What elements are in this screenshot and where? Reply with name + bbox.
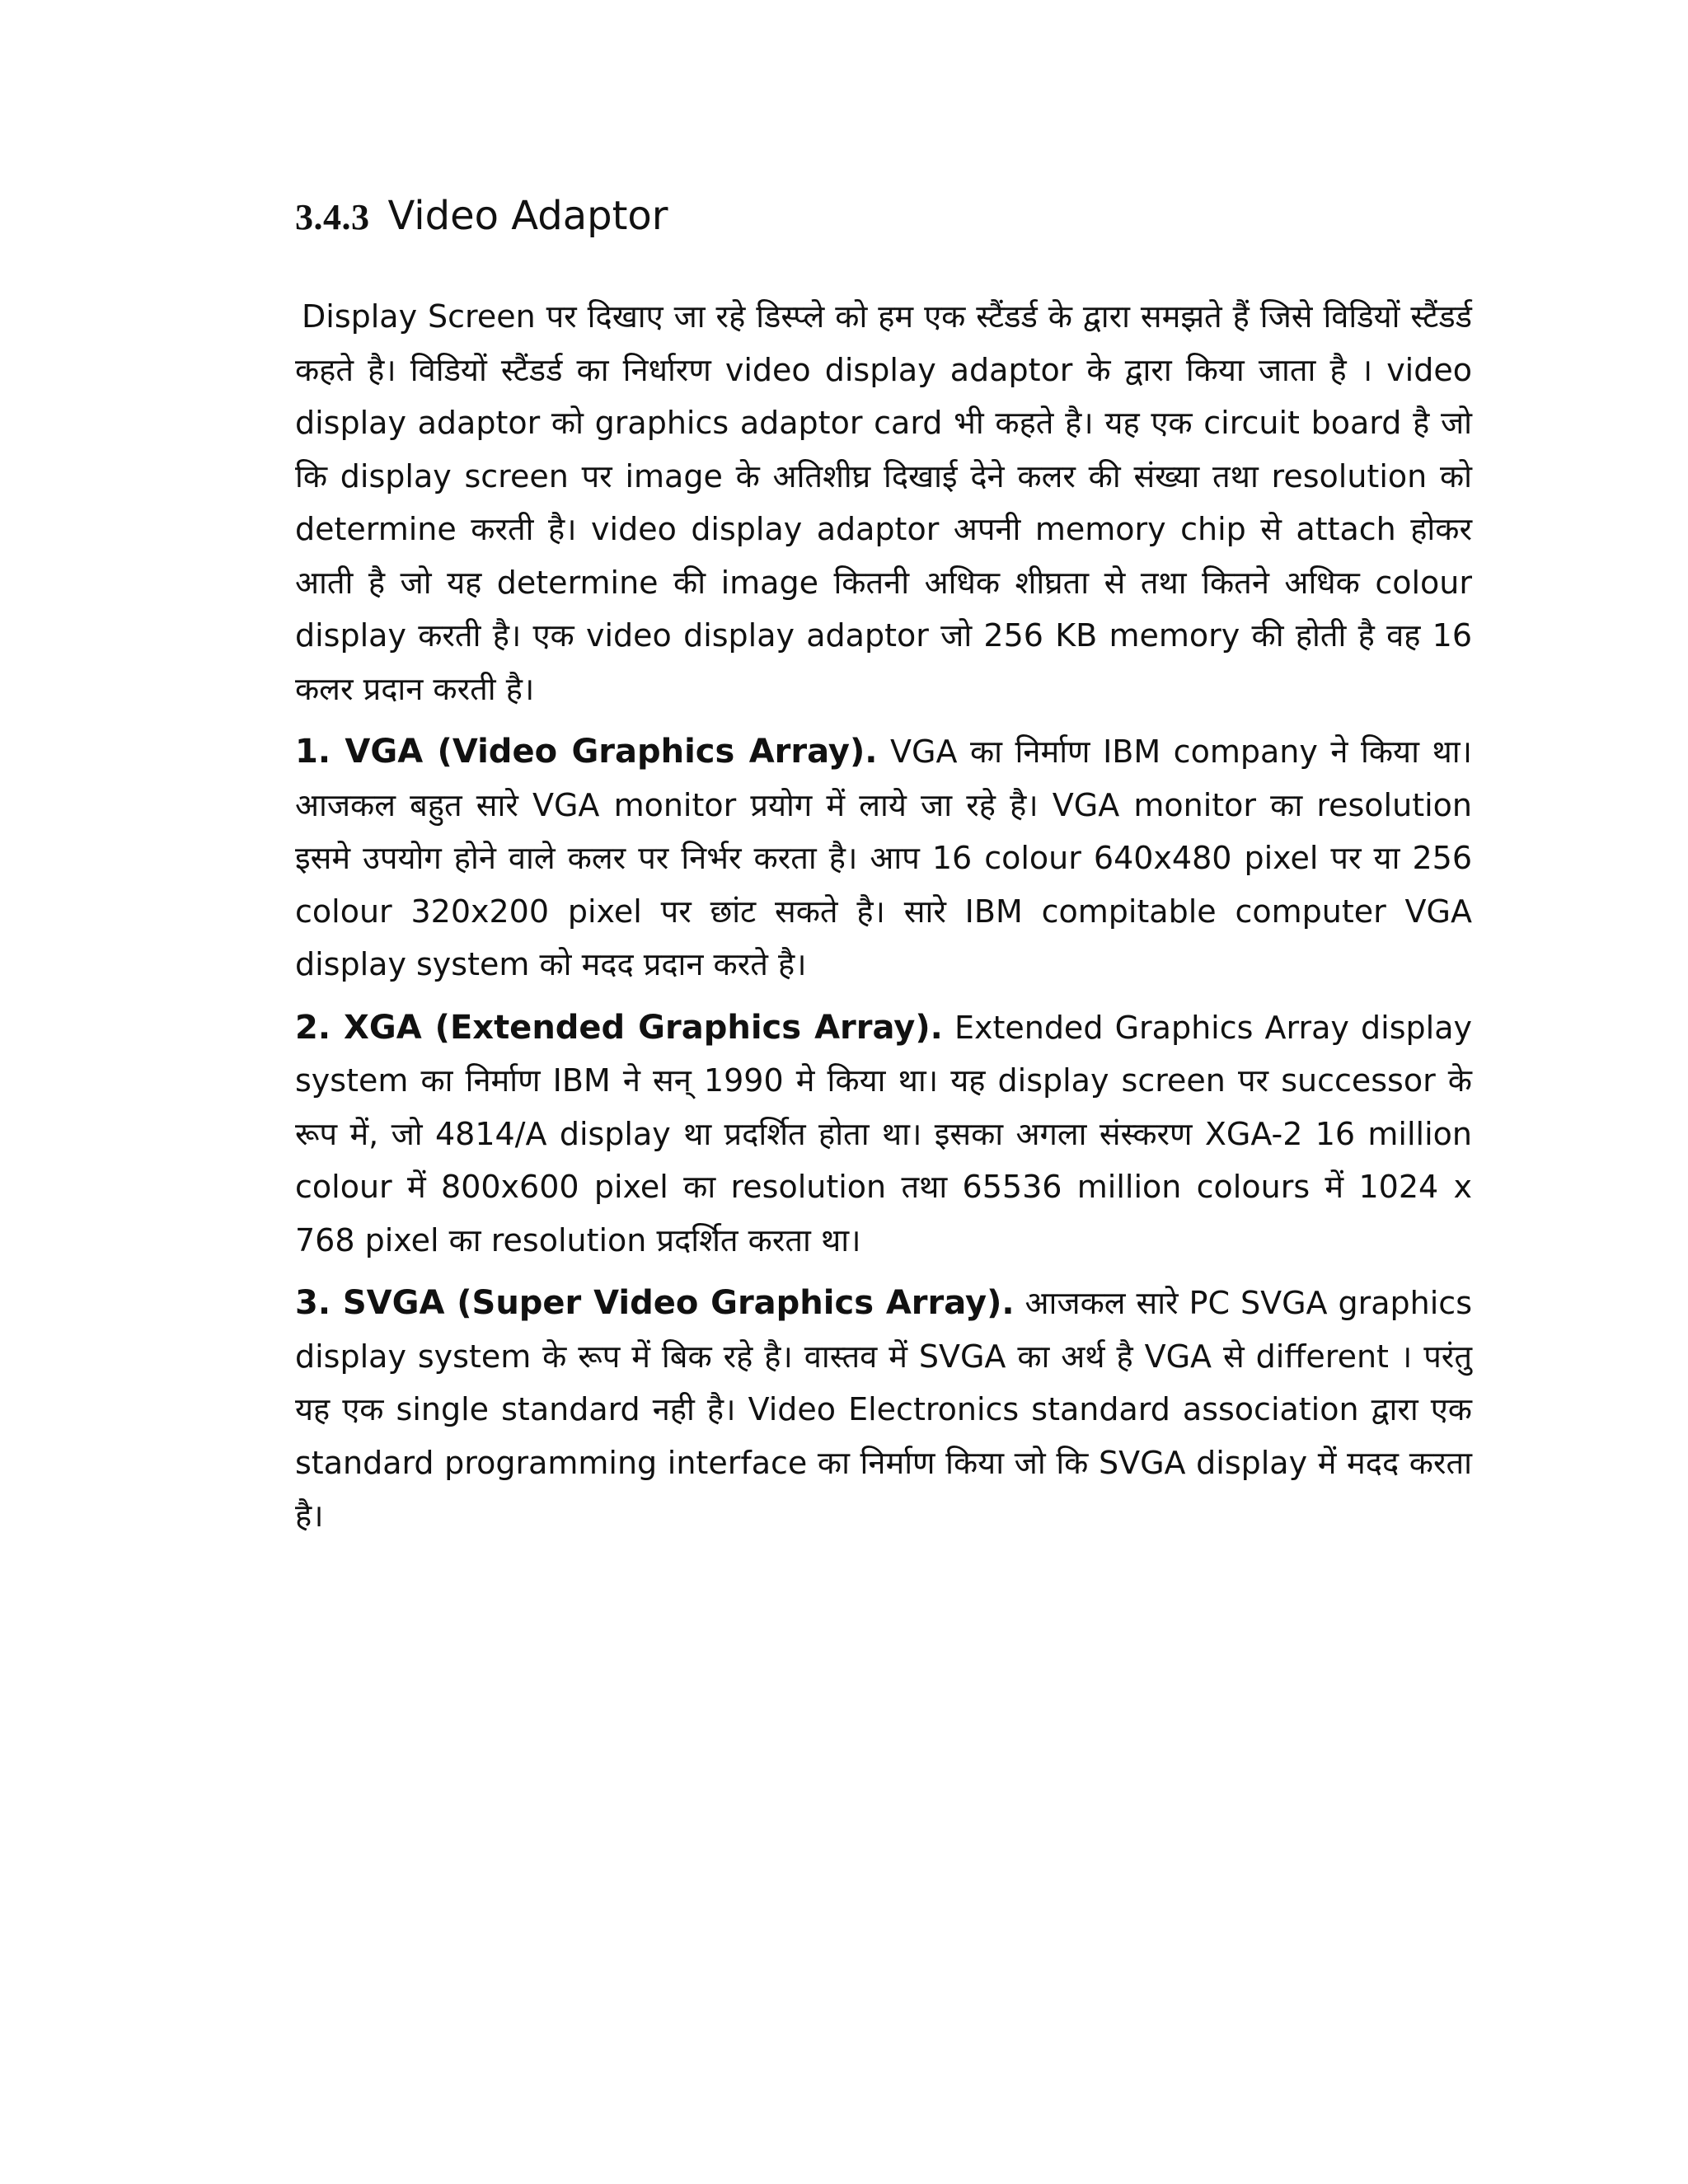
section-heading [295, 193, 668, 239]
xga-paragraph [295, 1001, 1472, 1268]
document-body [295, 290, 1472, 1543]
vga-paragraph [295, 725, 1472, 991]
xga-paragraph-text: Extended Graphics Array display system का निर्माण IBM ने सन् 1990 मे किया था। यह display screen पर successor के रूप में, जो 4814/A display था प्रदर्शित होता था। इसका अगला संस्करण XGA-2 16 million colour में 800x600 pixel का resolution तथा 65536 million colours में 1024 x 768 pixel का resolution प्रदर्शित करता था। [295, 1009, 1472, 1258]
section-number: 3.4.3 [295, 197, 370, 237]
vga-paragraph-title: 1. VGA (Video Graphics Array). [295, 733, 878, 771]
svga-paragraph-title: 3. SVGA (Super Video Graphics Array). [295, 1284, 1015, 1322]
xga-paragraph-title: 2. XGA (Extended Graphics Array). [295, 1008, 943, 1047]
vga-paragraph-text: VGA का निर्माण IBM company ने किया था। आजकल बहुत सारे VGA monitor प्रयोग में लाये जा रहे है। VGA monitor का resolution इसमे उपयोग होने वाले कलर पर निर्भर करता है। आप 16 colour 640x480 pixel पर या 256 colour 320x200 pixel पर छांट सकते है। सारे IBM compitable computer VGA display system को मदद प्रदान करते है। [295, 733, 1472, 982]
intro-paragraph [295, 290, 1472, 715]
intro-paragraph-text: Display Screen पर दिखाए जा रहे डिस्प्ले को हम एक स्टैंडर्ड के द्वारा समझते हैं जिसे विडियों स्टैंडर्ड कहते है। विडियों स्टैंडर्ड का निर्धारण video display adaptor के द्वारा किया जाता है । video display adaptor को graphics adaptor card भी कहते है। यह एक circuit board है जो कि display screen पर image के अतिशीघ्र दिखाई देने कलर की संख्या तथा resolution को determine करती है। video display adaptor अपनी memory chip से attach होकर आती है जो यह determine की image कितनी अधिक शीघ्रता से तथा कितने अधिक colour display करती है। एक video display adaptor जो 256 KB memory की होती है वह 16 कलर प्रदान करती है। [295, 298, 1472, 707]
svga-paragraph [295, 1277, 1472, 1543]
svga-paragraph-text: आजकल सारे PC SVGA graphics display system के रूप में बिक रहे है। वास्तव में SVGA का अर्थ है VGA से different । परंतु यह एक single standard नही है। Video Electronics standard association द्वारा एक standard programming interface का निर्माण किया जो कि SVGA display में मदद करता है। [295, 1285, 1472, 1534]
section-title: Video Adaptor [387, 193, 668, 239]
